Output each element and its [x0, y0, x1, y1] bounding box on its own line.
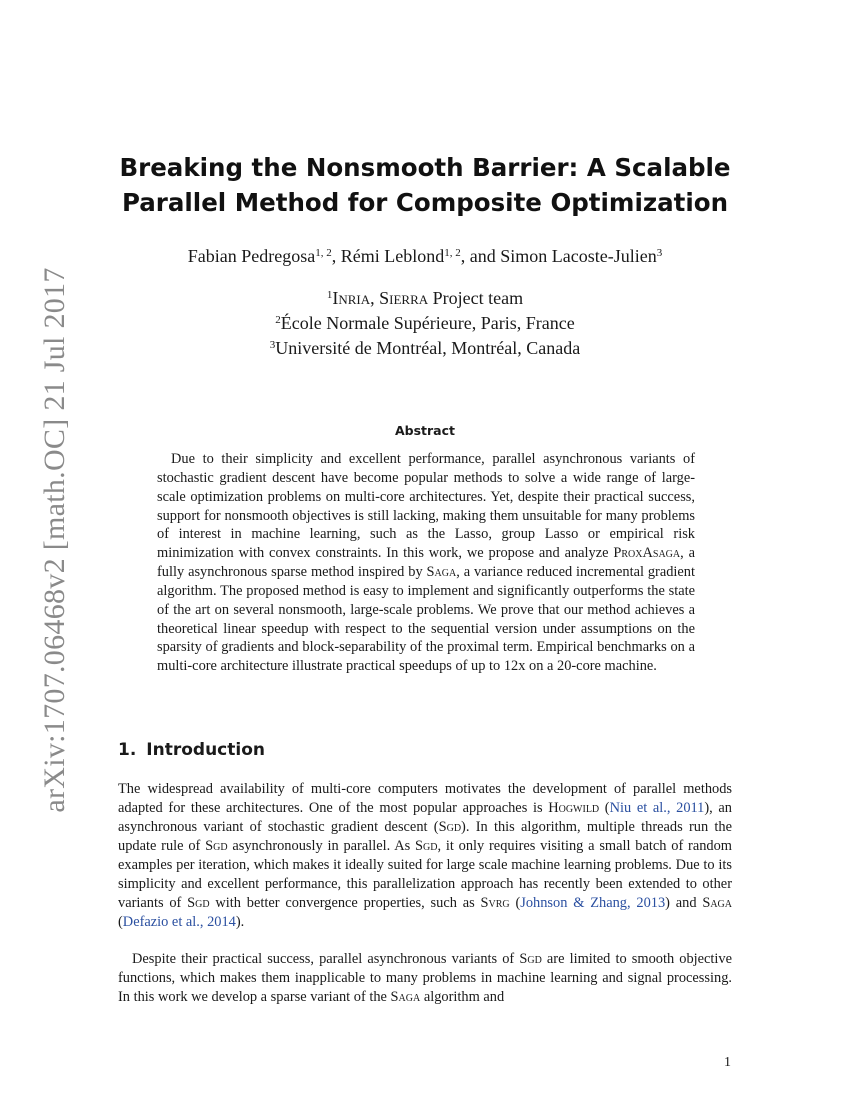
method-name: Sgd	[187, 895, 210, 912]
citation-link[interactable]: Defazio et al., 2014	[122, 914, 236, 931]
body-text: with better convergence properties, such as	[209, 895, 481, 912]
affiliation-org: Inria	[332, 288, 371, 308]
paper-title	[100, 150, 750, 220]
body-paragraph	[118, 950, 732, 1007]
affiliation-list	[100, 286, 750, 361]
author-name: Rémi Leblond	[340, 246, 445, 266]
affiliation-text: Université de Montréal, Montréal, Canada	[275, 338, 581, 358]
abstract-text: , a variance reduced incremental gradient algorithm. The proposed method is easy to implement and significantly outperforms the state of the art on several nonsmooth, large-scale problems. We prove that our method achieves a theoretical linear speedup with respect to the sequential version under assumptions on the sparsity of gradients and block-separability of the proximal term. Empirical benchmarks on a multi-core architecture illustrate practical speedups of up to 12x on a 20-core machine.	[157, 564, 696, 675]
body-text: (	[509, 895, 521, 912]
method-name: Sgd	[519, 951, 542, 967]
citation-link[interactable]: Johnson & Zhang, 2013	[520, 895, 666, 912]
section-heading	[118, 740, 265, 760]
affiliation-line	[100, 336, 750, 361]
method-name: Saga	[390, 989, 421, 1006]
body-text: The widespread availability of multi-core computers motivates the development of parallel methods adapted for these architectures. One of the most popular approaches is	[118, 781, 732, 817]
author-affiliation-marker: 1, 2	[444, 247, 461, 259]
author-separator: ,	[331, 246, 341, 266]
body-paragraph	[118, 780, 732, 932]
affiliation-separator: ,	[370, 288, 380, 308]
author-separator: , and	[460, 246, 501, 266]
abstract-body	[157, 450, 695, 676]
method-name: ProxAsaga	[613, 545, 681, 562]
author-affiliation-marker: 1, 2	[315, 247, 332, 259]
paper-title-line-2: Parallel Method for Composite Optimization	[121, 188, 729, 217]
method-name: Sgd	[438, 819, 462, 836]
body-text: (	[118, 914, 123, 931]
body-text: algorithm and	[420, 989, 505, 1006]
body-text: ), an asynchronous variant of stochastic gradient descent (	[118, 800, 733, 836]
method-name: Hogwild	[548, 800, 600, 817]
affiliation-marker: 2	[275, 314, 281, 326]
affiliation-rest: Project team	[428, 288, 524, 308]
body-text: Despite their practical success, parallel asynchronous variants of	[132, 951, 520, 967]
author-affiliation-marker: 3	[656, 247, 663, 259]
author-name: Simon Lacoste-Julien	[500, 246, 657, 266]
citation-link[interactable]: Niu et al., 2011	[609, 800, 705, 817]
body-text: ).	[235, 914, 245, 931]
affiliation-line	[100, 311, 750, 336]
abstract-text: , a fully asynchronous sparse method inspired by	[157, 545, 695, 581]
body-text: (	[599, 800, 610, 817]
method-name: Sgd	[205, 838, 228, 855]
body-text: ) and	[665, 895, 703, 912]
affiliation-team: Sierra	[379, 288, 429, 308]
arxiv-identifier-stamp: arXiv:1707.06468v2 [math.OC] 21 Jul 2017	[38, 267, 71, 813]
body-text: ). In this algorithm, multiple threads run the update rule of	[118, 819, 732, 855]
affiliation-marker: 1	[326, 289, 333, 301]
affiliation-marker: 3	[269, 339, 276, 351]
author-list	[100, 244, 750, 268]
section-title: Introduction	[146, 740, 265, 760]
page-number: 1	[724, 1055, 731, 1070]
method-name: Saga	[702, 895, 732, 912]
section-number: 1.	[118, 740, 137, 760]
method-name: Sgd	[415, 838, 438, 855]
abstract-heading: Abstract	[394, 423, 456, 438]
body-text: are limited to smooth objective functions, which makes them inapplicable to many problems in machine learning and signal processing. In this work we develop a sparse variant of the	[118, 951, 733, 1006]
body-text: , it only requires visiting a small batch of random examples per iteration, which makes it ideally suited for large scale machine learning problems. Due to its simplicity and excellent performance, this parallelization approach has recently been extended to other variants of	[118, 838, 732, 912]
affiliation-line	[100, 286, 750, 311]
abstract-text: Due to their simplicity and excellent performance, parallel asynchronous variants of stochastic gradient descent have become popular methods to solve a wide range of large-scale optimization problems on multi-core architectures. Yet, despite their practical success, support for nonsmooth objectives is still lacking, making them unsuitable for many problems of interest in machine learning, such as the Lasso, group Lasso or empirical risk minimization with convex constraints. In this work, we propose and analyze	[157, 451, 695, 562]
paper-title-line-1: Breaking the Nonsmooth Barrier: A Scalable	[119, 153, 731, 182]
method-name: Svrg	[480, 895, 510, 912]
affiliation-text: École Normale Supérieure, Paris, France	[280, 313, 575, 333]
author-name: Fabian Pedregosa	[187, 246, 316, 266]
body-text: asynchronously in parallel. As	[227, 838, 415, 855]
method-name: Saga	[426, 564, 457, 581]
